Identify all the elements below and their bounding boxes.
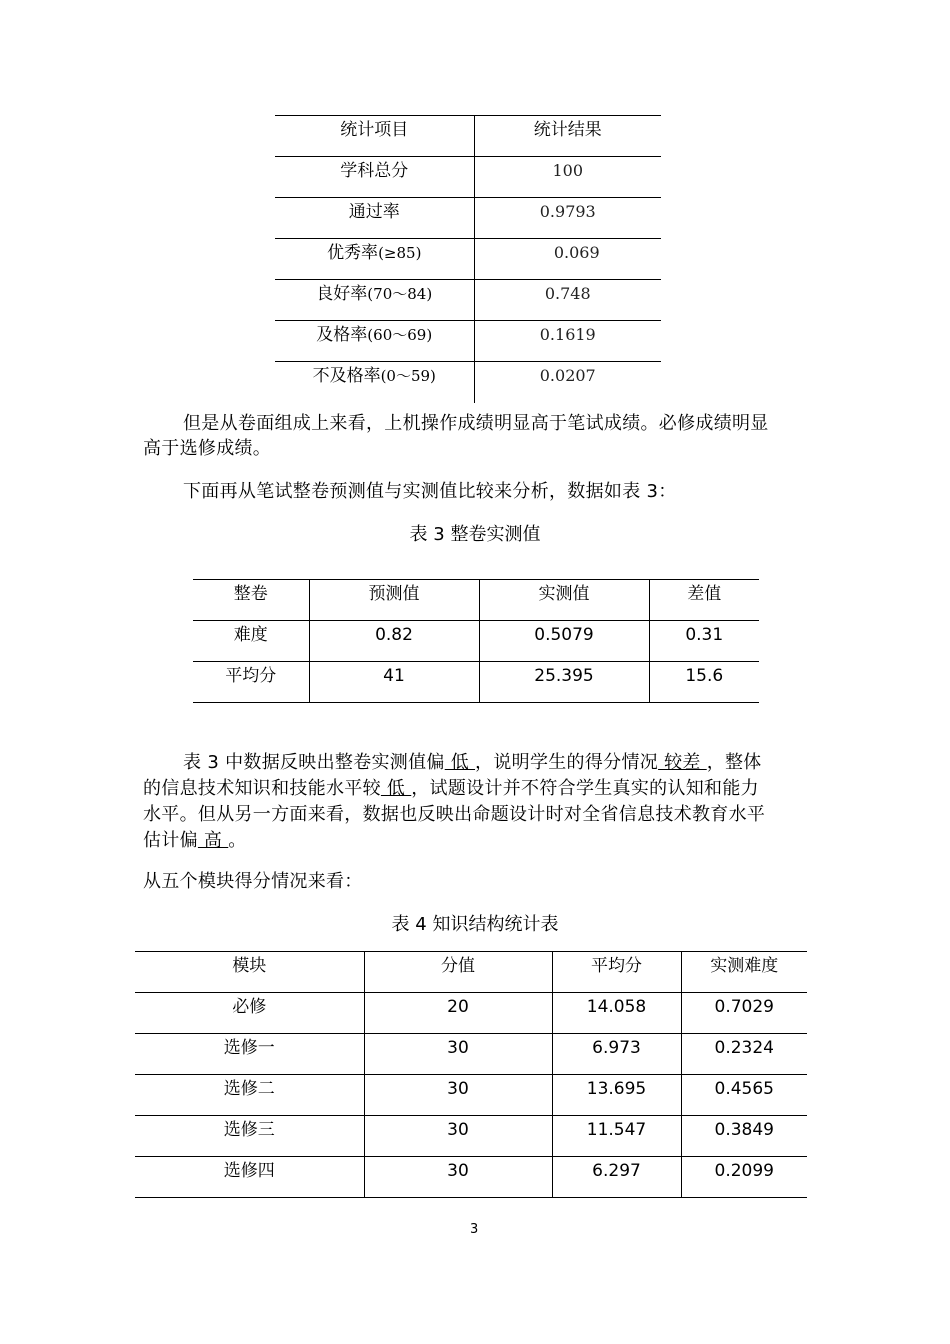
table-cell: 0.4565 (681, 1075, 807, 1116)
header-cell: 分值 (364, 952, 552, 993)
row-label-range: (70～84) (367, 285, 433, 303)
table-cell: 6.973 (552, 1034, 681, 1075)
row-label: 通过率 (348, 202, 400, 222)
paragraph-line (143, 777, 759, 801)
header-cell: 预测值 (309, 580, 479, 621)
table-cell: 选修二 (135, 1075, 364, 1116)
paragraph-line: 下面再从笔试整卷预测值与实测值比较来分析，数据如表 3： (183, 481, 677, 502)
text-span: 的信息技术知识和技能水平较 (143, 778, 381, 799)
row-label: 及格率 (316, 325, 368, 345)
table-cell: 0.0207 (474, 362, 661, 403)
table-cell: 11.547 (552, 1116, 681, 1157)
table-cell: 0.3849 (681, 1116, 807, 1157)
fill-blank: 低 (444, 752, 476, 773)
table-header-row (193, 580, 759, 621)
table-cell: 0.2099 (681, 1157, 807, 1198)
row-label-range: (0～59) (380, 367, 436, 385)
table-cell: 13.695 (552, 1075, 681, 1116)
table-row (275, 239, 661, 280)
text-span: ，试题设计并不符合学生真实的认知和能力 (411, 778, 759, 799)
header-cell: 实测值 (479, 580, 649, 621)
text-span: ，说明学生的得分情况 (475, 752, 659, 773)
paragraph-line: 从五个模块得分情况来看： (143, 871, 363, 892)
table-cell: 41 (309, 662, 479, 703)
table-row (275, 362, 661, 403)
table-cell: 30 (364, 1157, 552, 1198)
table-cell: 0.9793 (474, 198, 661, 239)
header-cell: 统计结果 (474, 116, 661, 157)
table-cell: 0.069 (474, 239, 661, 280)
table-cell: 30 (364, 1116, 552, 1157)
row-label: 学科总分 (340, 161, 409, 181)
table-row (275, 321, 661, 362)
header-cell: 差值 (649, 580, 759, 621)
table-cell: 30 (364, 1034, 552, 1075)
table-cell: 选修三 (135, 1116, 364, 1157)
stats-table (275, 115, 661, 403)
paragraph-line (183, 751, 762, 775)
fill-blank: 高 (197, 830, 229, 851)
row-label: 优秀率 (327, 243, 379, 263)
header-cell: 整卷 (193, 580, 309, 621)
row-label: 良好率 (316, 284, 368, 304)
table-cell: 选修四 (135, 1157, 364, 1198)
table-cell: 0.82 (309, 621, 479, 662)
table-cell: 14.058 (552, 993, 681, 1034)
table-cell: 必修 (135, 993, 364, 1034)
table-cell: 30 (364, 1075, 552, 1116)
table-cell: 25.395 (479, 662, 649, 703)
table-cell: 难度 (193, 621, 309, 662)
table-cell: 6.297 (552, 1157, 681, 1198)
table-row (135, 1116, 807, 1157)
table-cell (275, 362, 474, 403)
table-header-row (135, 952, 807, 993)
table-caption: 表 3 整卷实测值 (409, 524, 541, 545)
text-span: 。 (228, 830, 247, 851)
paragraph-line: 但是从卷面组成上来看，上机操作成绩明显高于笔试成绩。必修成绩明显 (183, 413, 769, 434)
table-cell: 0.1619 (474, 321, 661, 362)
paragraph-line: 高于选修成绩。 (143, 438, 272, 459)
paragraph-line: 水平。但从另一方面来看，数据也反映出命题设计时对全省信息技术教育水平 (143, 804, 766, 825)
header-cell: 统计项目 (275, 116, 474, 157)
table-cell: 20 (364, 993, 552, 1034)
text-span: 估计偏 (143, 830, 198, 851)
text-span: 表 3 中数据反映出整卷实测值偏 (183, 752, 445, 773)
table-row (275, 157, 661, 198)
page-number: 3 (470, 1222, 479, 1237)
paragraph-line (143, 829, 247, 853)
table-row (275, 198, 661, 239)
table-cell: 15.6 (649, 662, 759, 703)
table-row (135, 1075, 807, 1116)
knowledge-structure-table (135, 951, 807, 1198)
fill-blank: 较差 (658, 752, 707, 773)
table-cell (275, 239, 474, 280)
fill-blank: 低 (380, 778, 412, 799)
table-row (135, 1157, 807, 1198)
table-cell (275, 198, 474, 239)
table-cell: 0.31 (649, 621, 759, 662)
table-header-row (275, 116, 661, 157)
table-row (135, 1034, 807, 1075)
table-caption: 表 4 知识结构统计表 (391, 914, 559, 935)
row-label: 不及格率 (312, 366, 381, 386)
header-cell: 实测难度 (681, 952, 807, 993)
header-cell: 平均分 (552, 952, 681, 993)
table-cell (275, 157, 474, 198)
table-row (275, 280, 661, 321)
table-row (193, 621, 759, 662)
table-cell: 平均分 (193, 662, 309, 703)
table-cell: 0.7029 (681, 993, 807, 1034)
table-cell (275, 321, 474, 362)
overall-test-table (193, 579, 759, 703)
row-label-range: (≥85) (378, 244, 422, 262)
table-cell: 0.5079 (479, 621, 649, 662)
table-row (135, 993, 807, 1034)
table-cell: 0.748 (474, 280, 661, 321)
table-cell: 0.2324 (681, 1034, 807, 1075)
table-cell (275, 280, 474, 321)
table-cell: 100 (474, 157, 661, 198)
table-row (193, 662, 759, 703)
header-cell: 模块 (135, 952, 364, 993)
text-span: ，整体 (706, 752, 762, 773)
row-label-range: (60～69) (367, 326, 433, 344)
table-cell: 选修一 (135, 1034, 364, 1075)
